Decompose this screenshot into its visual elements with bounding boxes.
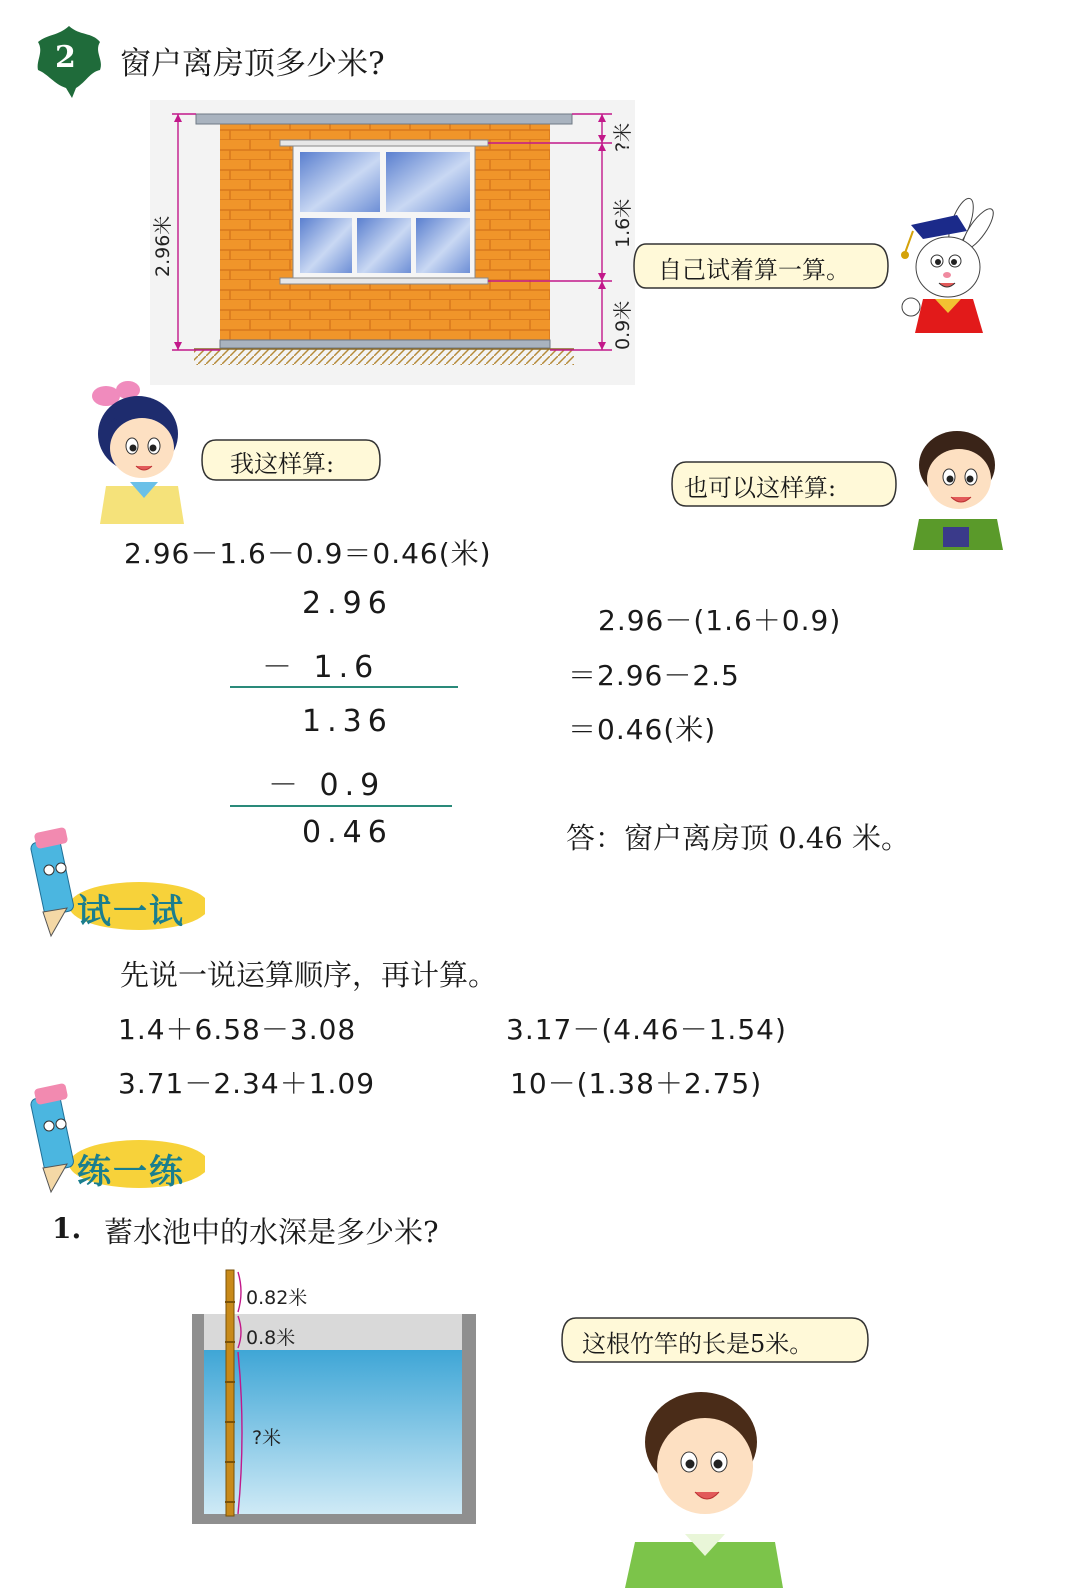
try-problem-1: 1.4＋6.58－3.08 <box>118 1013 357 1046</box>
house-height-label: 2.96米 <box>152 215 174 277</box>
practice-question-text: 蓄水池中的水深是多少米? <box>104 1215 439 1249</box>
roof-gap-label: ?米 <box>612 122 634 152</box>
pool-with-bamboo-illustration <box>192 1262 476 1524</box>
rabbit-character <box>893 195 1003 345</box>
girl-speech-bubble <box>200 436 384 484</box>
boy-character <box>905 425 1005 550</box>
example-number: 2 <box>55 40 76 75</box>
rabbit-speech-text: 自己试着算一算。 <box>658 256 850 284</box>
equation-line: 2.96－1.6－0.9＝0.46(米) <box>124 537 492 570</box>
vertical-rule-2 <box>230 805 452 807</box>
practice-section-header <box>15 1082 205 1194</box>
girl-character <box>80 374 190 524</box>
alt-line-1: 2.96－(1.6＋0.9) <box>598 604 842 637</box>
rabbit-speech-bubble <box>632 238 894 294</box>
brick-house-illustration <box>150 100 635 385</box>
boy-icon <box>905 425 1005 550</box>
vertical-subtrahend-2: － 0.9 <box>268 768 386 803</box>
empty-depth-label: 0.8米 <box>246 1327 296 1349</box>
house-figure <box>150 100 635 385</box>
try-problem-4: 10－(1.38＋2.75) <box>510 1067 763 1100</box>
sill-height-label: 0.9米 <box>612 300 634 350</box>
try-problem-2: 3.17－(4.46－1.54) <box>506 1013 787 1046</box>
rabbit-graduate-icon <box>893 195 1003 345</box>
water-depth-label: ?米 <box>252 1427 282 1449</box>
practice-speech-bubble <box>560 1312 872 1368</box>
alt-line-3: ＝0.46(米) <box>568 713 717 746</box>
try-problem-3: 3.71－2.34＋1.09 <box>118 1067 376 1100</box>
vertical-rule-1 <box>230 686 458 688</box>
practice-question-number: 1. <box>52 1212 82 1245</box>
vertical-result-1: 1.36 <box>302 704 393 739</box>
window-height-label: 1.6米 <box>612 198 634 248</box>
boy-icon <box>615 1382 785 1588</box>
girl-speech-text: 我这样算: <box>230 450 335 478</box>
example-title: 窗户离房顶多少米? <box>120 46 385 82</box>
vertical-subtrahend-1: － 1.6 <box>262 650 380 685</box>
try-instruction: 先说一说运算顺序，再计算。 <box>120 958 498 992</box>
vertical-minuend: 2.96 <box>302 586 393 621</box>
try-section-title: 试一试 <box>77 892 185 932</box>
girl-icon <box>80 374 190 524</box>
try-section-header <box>15 826 205 938</box>
practice-section-title: 练一练 <box>77 1152 185 1192</box>
practice-boy-character <box>615 1382 785 1588</box>
boy-speech-bubble <box>670 458 900 510</box>
boy-speech-text: 也可以这样算: <box>684 474 837 502</box>
alt-line-2: ＝2.96－2.5 <box>568 659 740 692</box>
pole-above-label: 0.82米 <box>246 1287 308 1309</box>
practice-speech-text: 这根竹竿的长是5米。 <box>582 1330 814 1358</box>
example-number-badge <box>30 22 108 100</box>
vertical-result-2: 0.46 <box>302 815 393 850</box>
answer-line: 答：窗户离房顶 0.46 米。 <box>566 821 911 855</box>
pool-figure <box>192 1262 476 1524</box>
